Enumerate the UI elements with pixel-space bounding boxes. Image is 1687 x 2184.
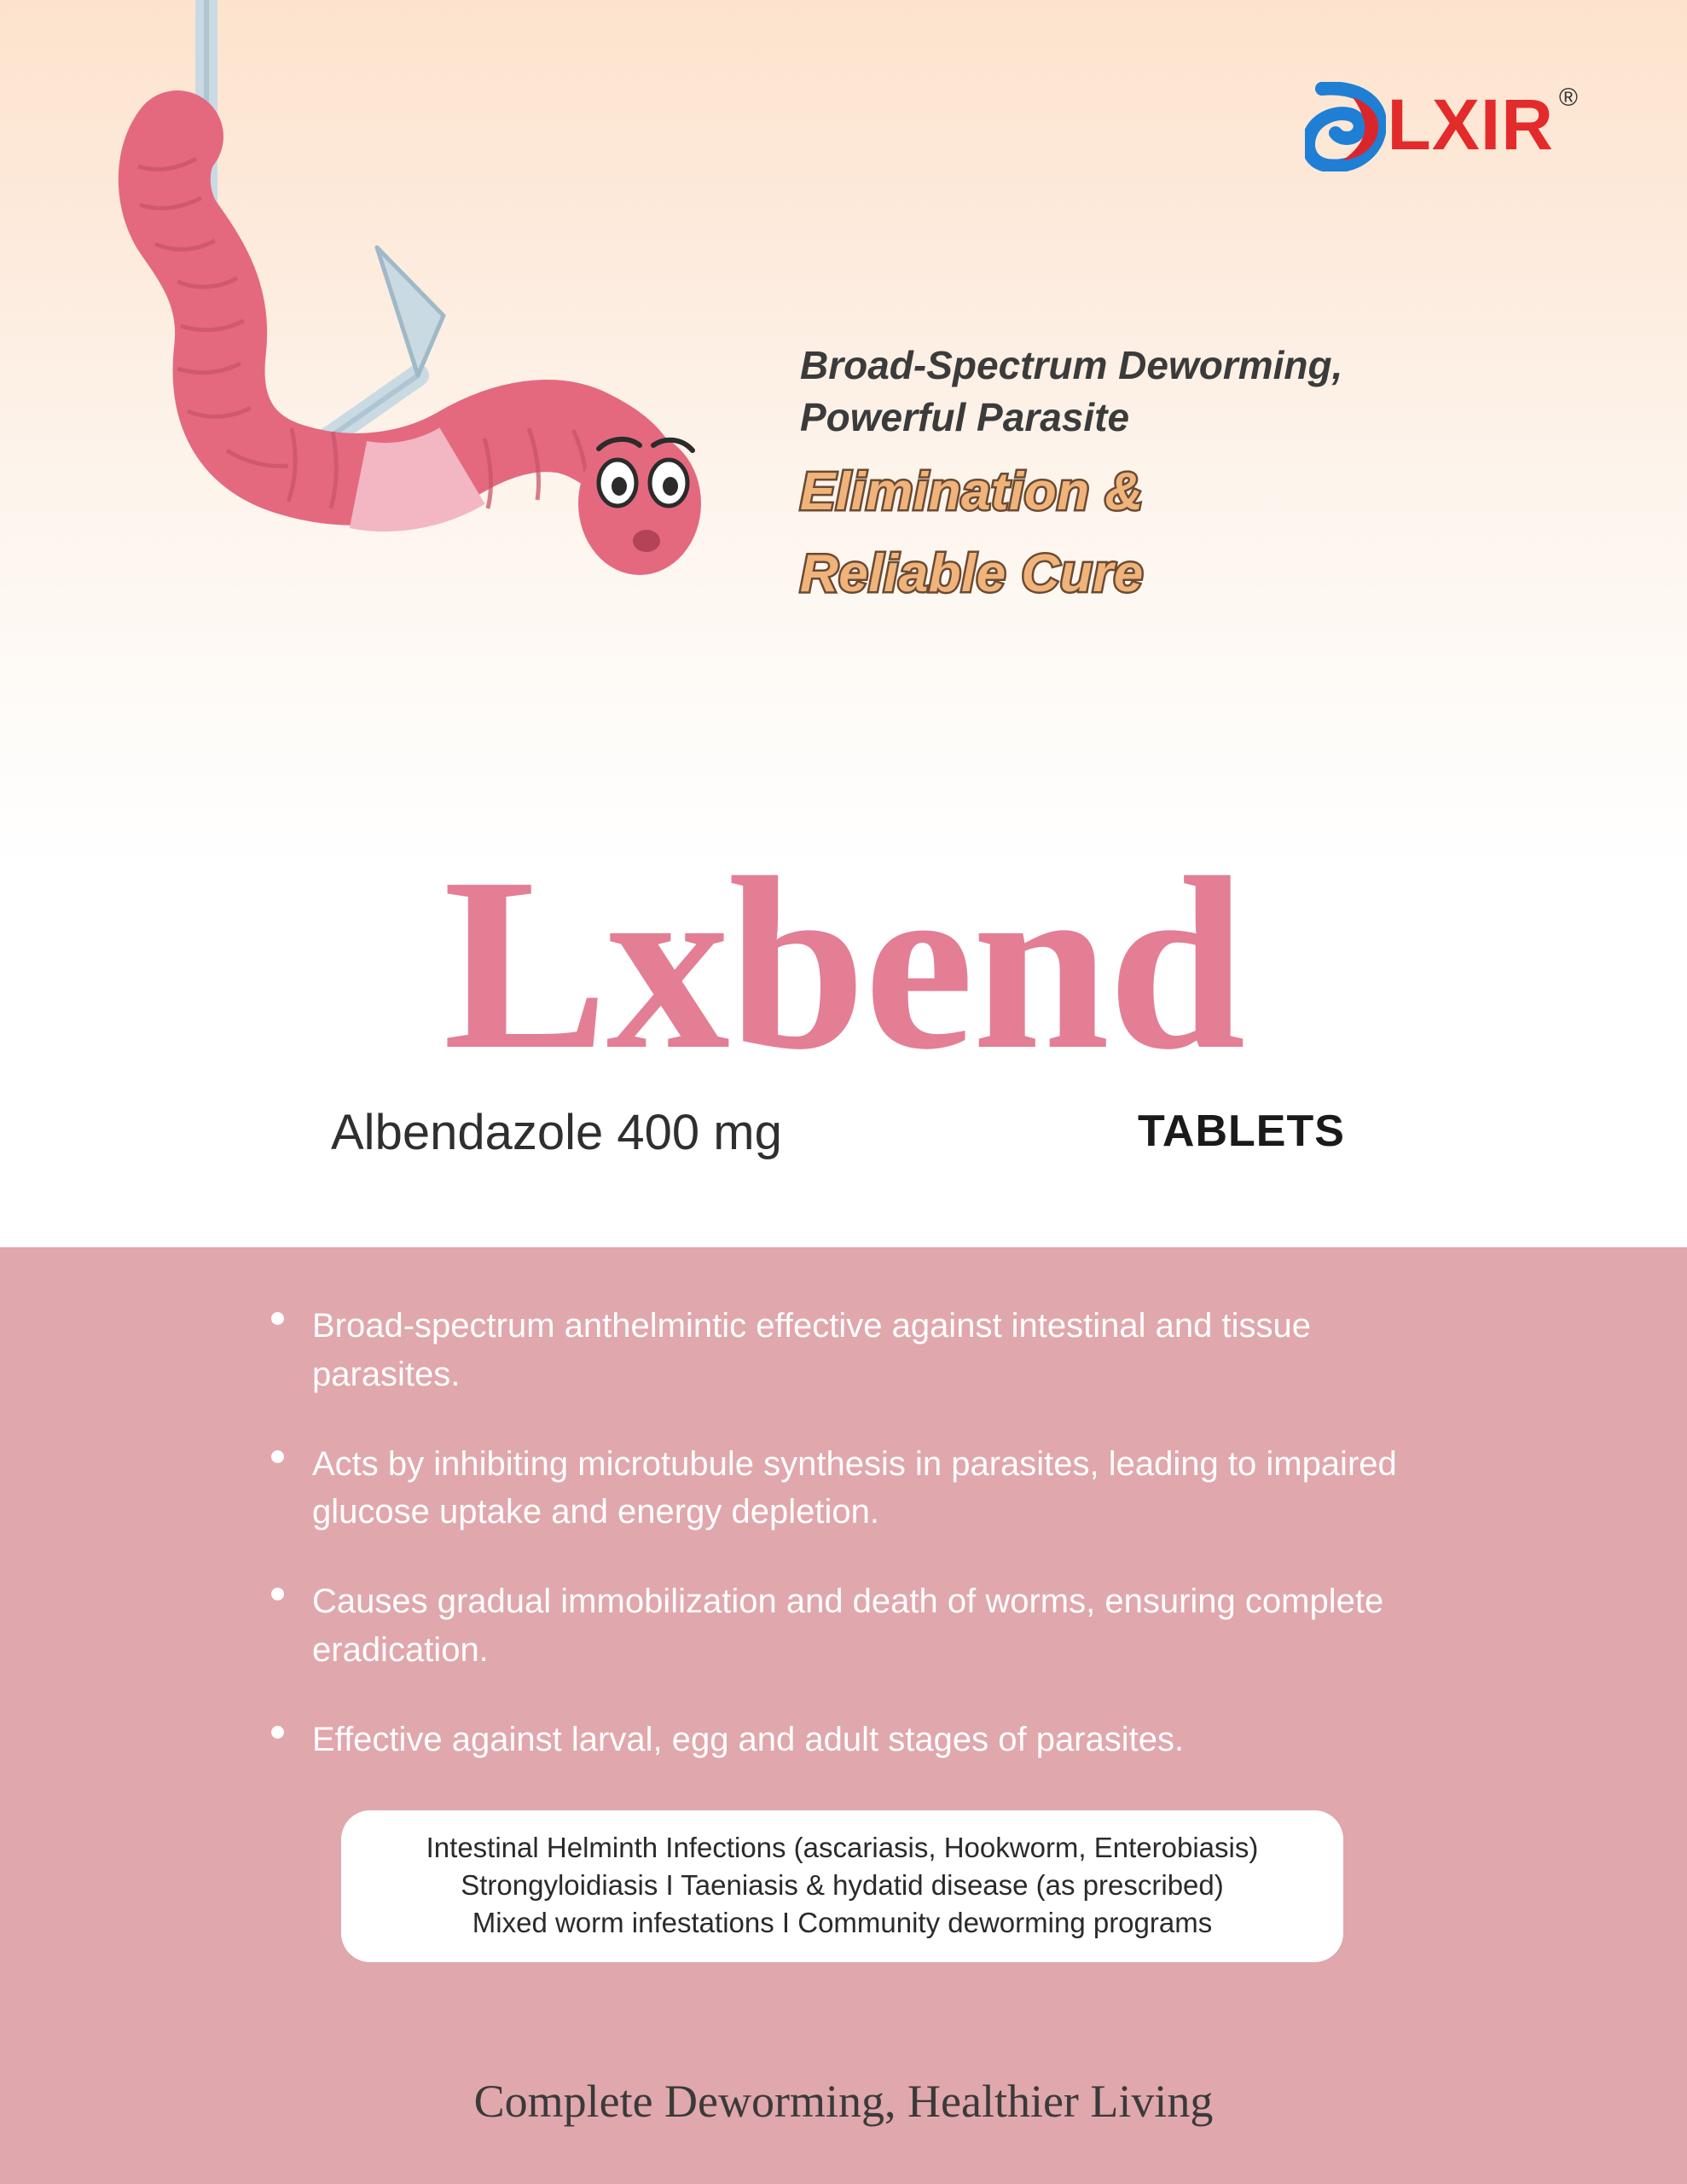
product-composition: Albendazole 400 mg — [331, 1105, 782, 1160]
bullet-dot-icon — [271, 1726, 284, 1739]
indications-box — [341, 1810, 1343, 1962]
registered-trademark-icon: ® — [1558, 84, 1578, 112]
tagline-block — [800, 340, 1568, 607]
feature-text: Causes gradual immobilization and death of worms, ensuring complete eradication. — [312, 1583, 1384, 1669]
tagline-line-2: Powerful Parasite — [800, 394, 1130, 439]
tagline-accent-line-2: Reliable Cure — [800, 544, 1144, 604]
tagline-line-1: Broad-Spectrum Deworming, — [800, 343, 1343, 387]
feature-text: Effective against larval, egg and adult stages of parasites. — [312, 1720, 1185, 1758]
feature-text: Acts by inhibiting microtubule synthesis in parasites, leading to impaired glucose uptake and energy depletion. — [312, 1444, 1397, 1531]
list-item — [256, 1577, 1467, 1675]
indication-line: Strongyloidiasis I Taeniasis & hydatid disease (as prescribed) — [461, 1868, 1224, 1901]
tagline-accent-line-1: Elimination & — [800, 462, 1144, 522]
brand-logo — [1305, 82, 1578, 176]
feature-text: Broad-spectrum anthelmintic effective against intestinal and tissue parasites. — [312, 1307, 1311, 1393]
product-dosage-form: TABLETS — [1138, 1107, 1345, 1156]
product-name: Lxbend — [443, 827, 1244, 1101]
bullet-dot-icon — [271, 1588, 284, 1600]
features-panel — [0, 1247, 1687, 2184]
bullet-dot-icon — [271, 1450, 284, 1463]
footer-slogan: Complete Deworming, Healthier Living — [473, 2076, 1214, 2127]
bullet-dot-icon — [271, 1312, 284, 1325]
brand-wordmark: LXIR — [1387, 84, 1554, 165]
elxir-e-icon — [1305, 82, 1386, 171]
indication-line: Intestinal Helminth Infections (ascariasis, Hookworm, Enterobiasis) — [426, 1832, 1259, 1863]
worm-on-hook-illustration — [77, 0, 785, 759]
product-identity-block — [0, 827, 1687, 1181]
product-subline — [0, 1104, 1687, 1181]
feature-list — [256, 1302, 1467, 1764]
indication-line: Mixed worm infestations I Community deworming programs — [472, 1906, 1213, 1938]
list-item — [256, 1302, 1467, 1399]
list-item — [256, 1440, 1467, 1537]
list-item — [256, 1716, 1467, 1764]
